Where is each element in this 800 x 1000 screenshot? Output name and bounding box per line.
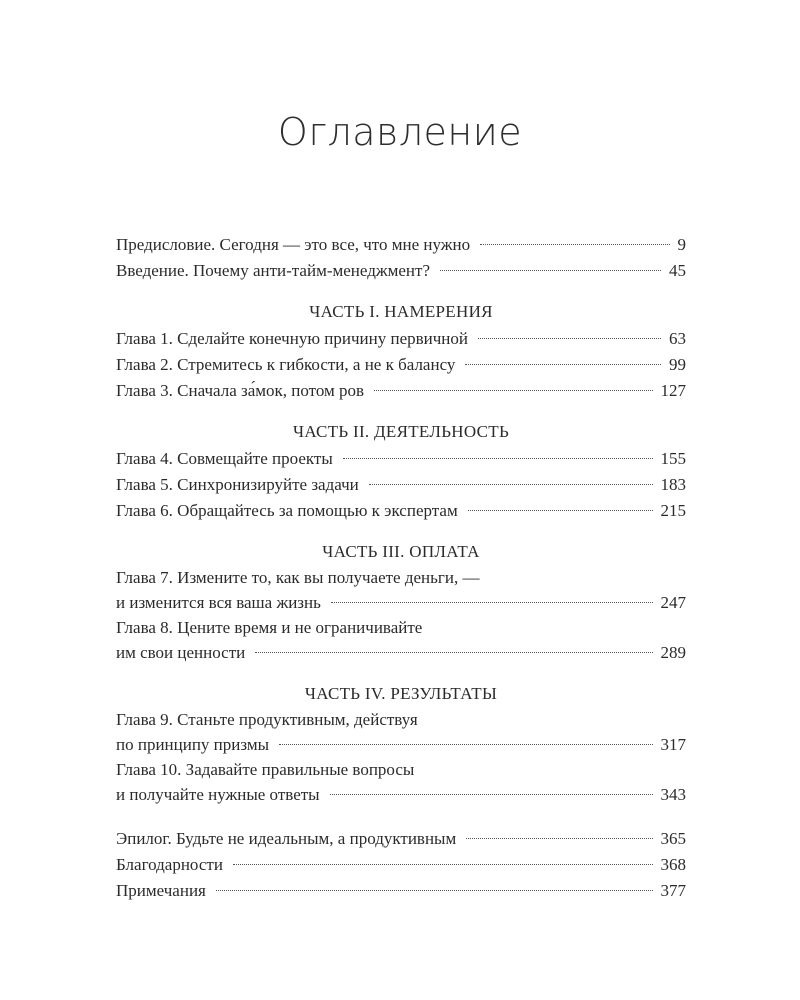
page-number: 99	[669, 355, 686, 374]
entry-title: Благодарности	[116, 855, 223, 874]
entry-title: Глава 1. Сделайте конечную причину первичной	[116, 329, 468, 348]
toc-entry-chapter-9[interactable]	[116, 732, 686, 758]
dot-leader	[374, 390, 652, 391]
toc-entry-chapter-2[interactable]	[116, 352, 686, 378]
toc-entry-chapter-1[interactable]	[116, 326, 686, 352]
toc-entry-chapter-7-first-line[interactable]: Глава 7. Измените то, как вы получаете деньги, —	[116, 568, 480, 587]
entry-title: Глава 4. Совмещайте проекты	[116, 449, 333, 468]
entry-title: Введение. Почему анти-тайм-менеджмент?	[116, 261, 430, 280]
part-heading-1: ЧАСТЬ I. НАМЕРЕНИЯ	[309, 302, 493, 321]
entry-title: Глава 3. Сначала за́мок, потом ров	[116, 381, 365, 400]
page-number: 365	[660, 829, 686, 848]
toc-entry-chapter-10[interactable]	[116, 782, 686, 808]
toc-entry-epilogue[interactable]	[116, 826, 686, 852]
toc-entry-preface[interactable]	[116, 232, 686, 258]
toc-list	[116, 232, 686, 904]
dot-leader	[331, 602, 653, 603]
toc-entry-chapter-9-first-line[interactable]: Глава 9. Станьте продуктивным, действуя	[116, 710, 418, 729]
dot-leader	[216, 890, 653, 891]
toc-entry-chapter-8[interactable]	[116, 640, 686, 666]
page-number: 45	[669, 261, 686, 280]
entry-title: Предисловие. Сегодня — это все, что мне нужно	[116, 235, 471, 254]
page-number: 377	[660, 881, 686, 900]
dot-leader	[343, 458, 653, 459]
entry-title: Глава 6. Обращайтесь за помощью к экспертам	[116, 501, 458, 520]
toc-entry-introduction[interactable]	[116, 258, 686, 284]
part-heading-3: ЧАСТЬ III. ОПЛАТА	[322, 542, 480, 561]
toc-entry-chapter-6[interactable]	[116, 498, 686, 524]
page-number: 343	[660, 785, 686, 804]
page-number: 9	[677, 235, 686, 254]
entry-title: Глава 5. Синхронизируйте задачи	[116, 475, 359, 494]
dot-leader	[330, 794, 653, 795]
entry-title: и изменится вся ваша жизнь	[116, 593, 321, 612]
toc-entry-notes[interactable]	[116, 878, 686, 904]
page-number: 289	[660, 643, 686, 662]
dot-leader	[466, 838, 652, 839]
dot-leader	[465, 364, 661, 365]
part-heading-2: ЧАСТЬ II. ДЕЯТЕЛЬНОСТЬ	[292, 422, 510, 441]
entry-title: Глава 2. Стремитесь к гибкости, а не к балансу	[116, 355, 456, 374]
entry-title: Примечания	[116, 881, 206, 900]
page-title: Оглавление	[277, 110, 523, 154]
dot-leader	[279, 744, 652, 745]
dot-leader	[233, 864, 653, 865]
dot-leader	[369, 484, 653, 485]
entry-title: по принципу призмы	[116, 735, 270, 754]
spacer	[116, 808, 686, 826]
dot-leader	[440, 270, 661, 271]
toc-entry-chapter-10-first-line[interactable]: Глава 10. Задавайте правильные вопросы	[116, 760, 415, 779]
dot-leader	[468, 510, 653, 511]
toc-entry-chapter-5[interactable]	[116, 472, 686, 498]
entry-title: и получайте нужные ответы	[116, 785, 320, 804]
dot-leader	[255, 652, 652, 653]
entry-title: им свои ценности	[116, 643, 246, 662]
part-heading-4: ЧАСТЬ IV. РЕЗУЛЬТАТЫ	[304, 684, 498, 703]
page-number: 63	[669, 329, 686, 348]
toc-entry-chapter-3[interactable]	[116, 378, 686, 404]
page-number: 215	[660, 501, 686, 520]
dot-leader	[480, 244, 669, 245]
page-number: 183	[660, 475, 686, 494]
page-number: 368	[660, 855, 686, 874]
dot-leader	[478, 338, 661, 339]
toc-entry-chapter-4[interactable]	[116, 446, 686, 472]
toc-entry-acknowledgements[interactable]	[116, 852, 686, 878]
entry-title: Эпилог. Будьте не идеальным, а продуктивным	[116, 829, 457, 848]
page-number: 127	[660, 381, 686, 400]
page-number: 317	[660, 735, 686, 754]
page-number: 247	[660, 593, 686, 612]
page-number: 155	[660, 449, 686, 468]
toc-entry-chapter-8-first-line[interactable]: Глава 8. Цените время и не ограничивайте	[116, 618, 423, 637]
toc-entry-chapter-7[interactable]	[116, 590, 686, 616]
